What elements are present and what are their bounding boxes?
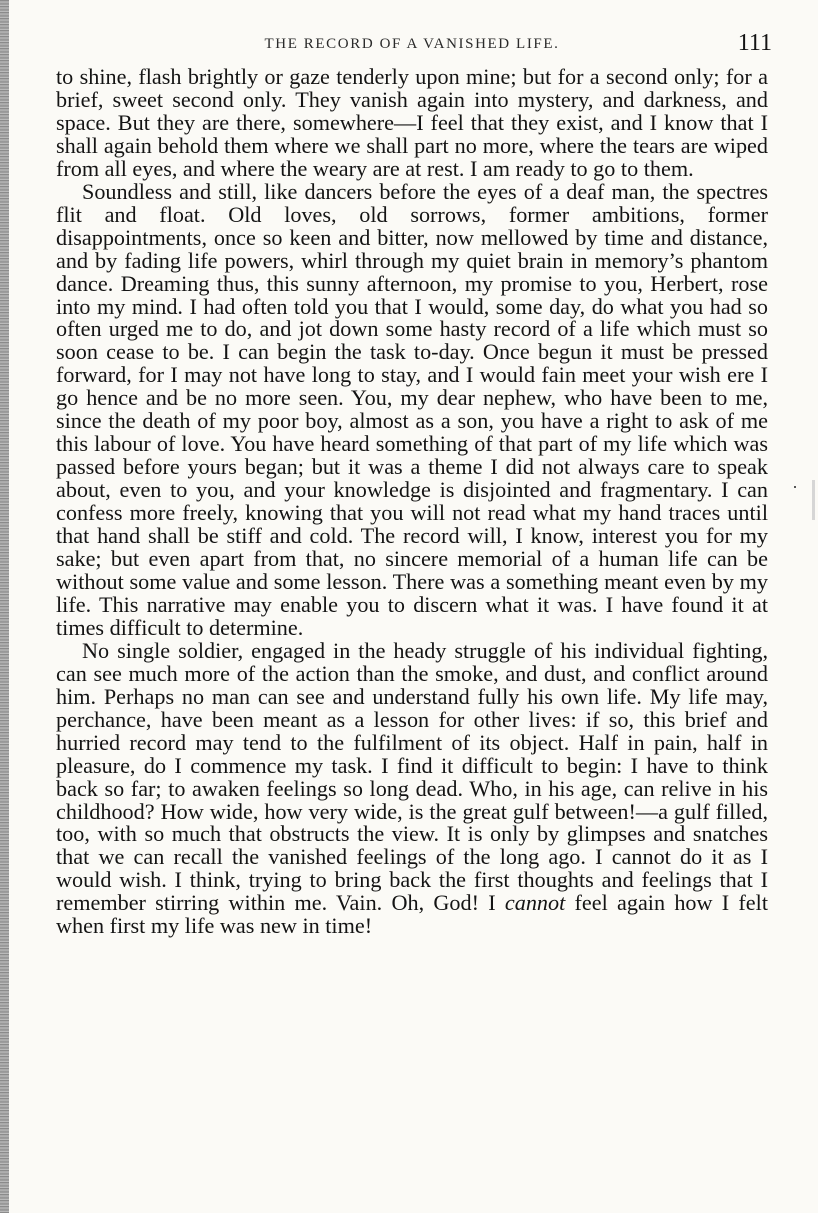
paragraph-1 <box>56 66 768 181</box>
paragraph-3-text-end: feel again how I felt when first my life was new in time! <box>56 890 768 939</box>
page-number: 111 <box>737 30 772 56</box>
body-text <box>56 66 768 938</box>
scan-edge-mark <box>812 480 815 520</box>
book-page <box>56 30 772 939</box>
paragraph-2 <box>56 178 768 640</box>
scan-speck <box>794 486 796 488</box>
page-header <box>56 30 772 66</box>
running-head: THE RECORD OF A VANISHED LIFE. <box>264 36 560 52</box>
paragraph-1-text: to shine, flash brightly or gaze tenderly upon mine; but for a second only; for a brief, sweet second only. They vanish again into mystery, and darkness, and space. But they are there, somewhere—I feel that they exist, and I know that I shall again behold them where we shall part no more, where the tears are wiped from all eyes, and where the weary are at rest. I am ready to go to them. <box>56 64 768 181</box>
paragraph-3 <box>56 637 768 939</box>
emphasis-cannot: cannot <box>504 890 566 916</box>
paragraph-2-text: Soundless and still, like dancers before the eyes of a deaf man, the spectres flit and float. Old loves, old sorrows, former ambitions, former disappointments, once so keen and bitter, now mellowed by time and distance, and by fading life powers, whirl through my quiet brain in memory’s phantom dance. Dreaming thus, this sunny afternoon, my promise to you, Herbert, rose into my mind. I had often told you that I would, some day, do what you had so often urged me to do, and jot down some hasty record of a life which must so soon cease to be. I can begin the task to-day. Once begun it must be pressed forward, for I may not have long to stay, and I would fain meet your wish ere I go hence and be no more seen. You, my dear nephew, who have been to me, since the death of my poor boy, almost as a son, you have a right to ask of me this labour of love. You have heard something of that part of my life which was passed before yours began; but it was a theme I did not always care to speak about, even to you, and your knowledge is disjointed and fragmentary. I can confess more freely, knowing that you will not read what my hand traces until that hand shall be stiff and cold. The record will, I know, interest you for my sake; but even apart from that, no sincere memorial of a human life can be without some value and some lesson. There was a something meant even by my life. This narrative may enable you to discern what it was. I have found it at times difficult to determine. <box>56 178 768 640</box>
paragraph-3-text: No single soldier, engaged in the heady struggle of his individual fighting, can see much more of the action than the smoke, and dust, and conflict around him. Perhaps no man can see and understand fully his own life. My life may, perchance, have been meant as a lesson for other lives: if so, this brief and hurried record may tend to the fulfilment of its object. Half in pain, half in pleasure, do I commence my task. I find it difficult to begin: I have to think back so far; to awaken feelings so long dead. Who, in his age, can relive in his childhood? How wide, how very wide, is the great gulf between!—a gulf filled, too, with so much that obstructs the view. It is only by glimpses and snatches that we can recall the vanished feelings of the long ago. I cannot do it as I would wish. I think, trying to bring back the first thoughts and feelings that I remember stirring within me. Vain. Oh, God! I <box>56 637 768 916</box>
scan-gutter-shadow <box>0 0 9 1213</box>
